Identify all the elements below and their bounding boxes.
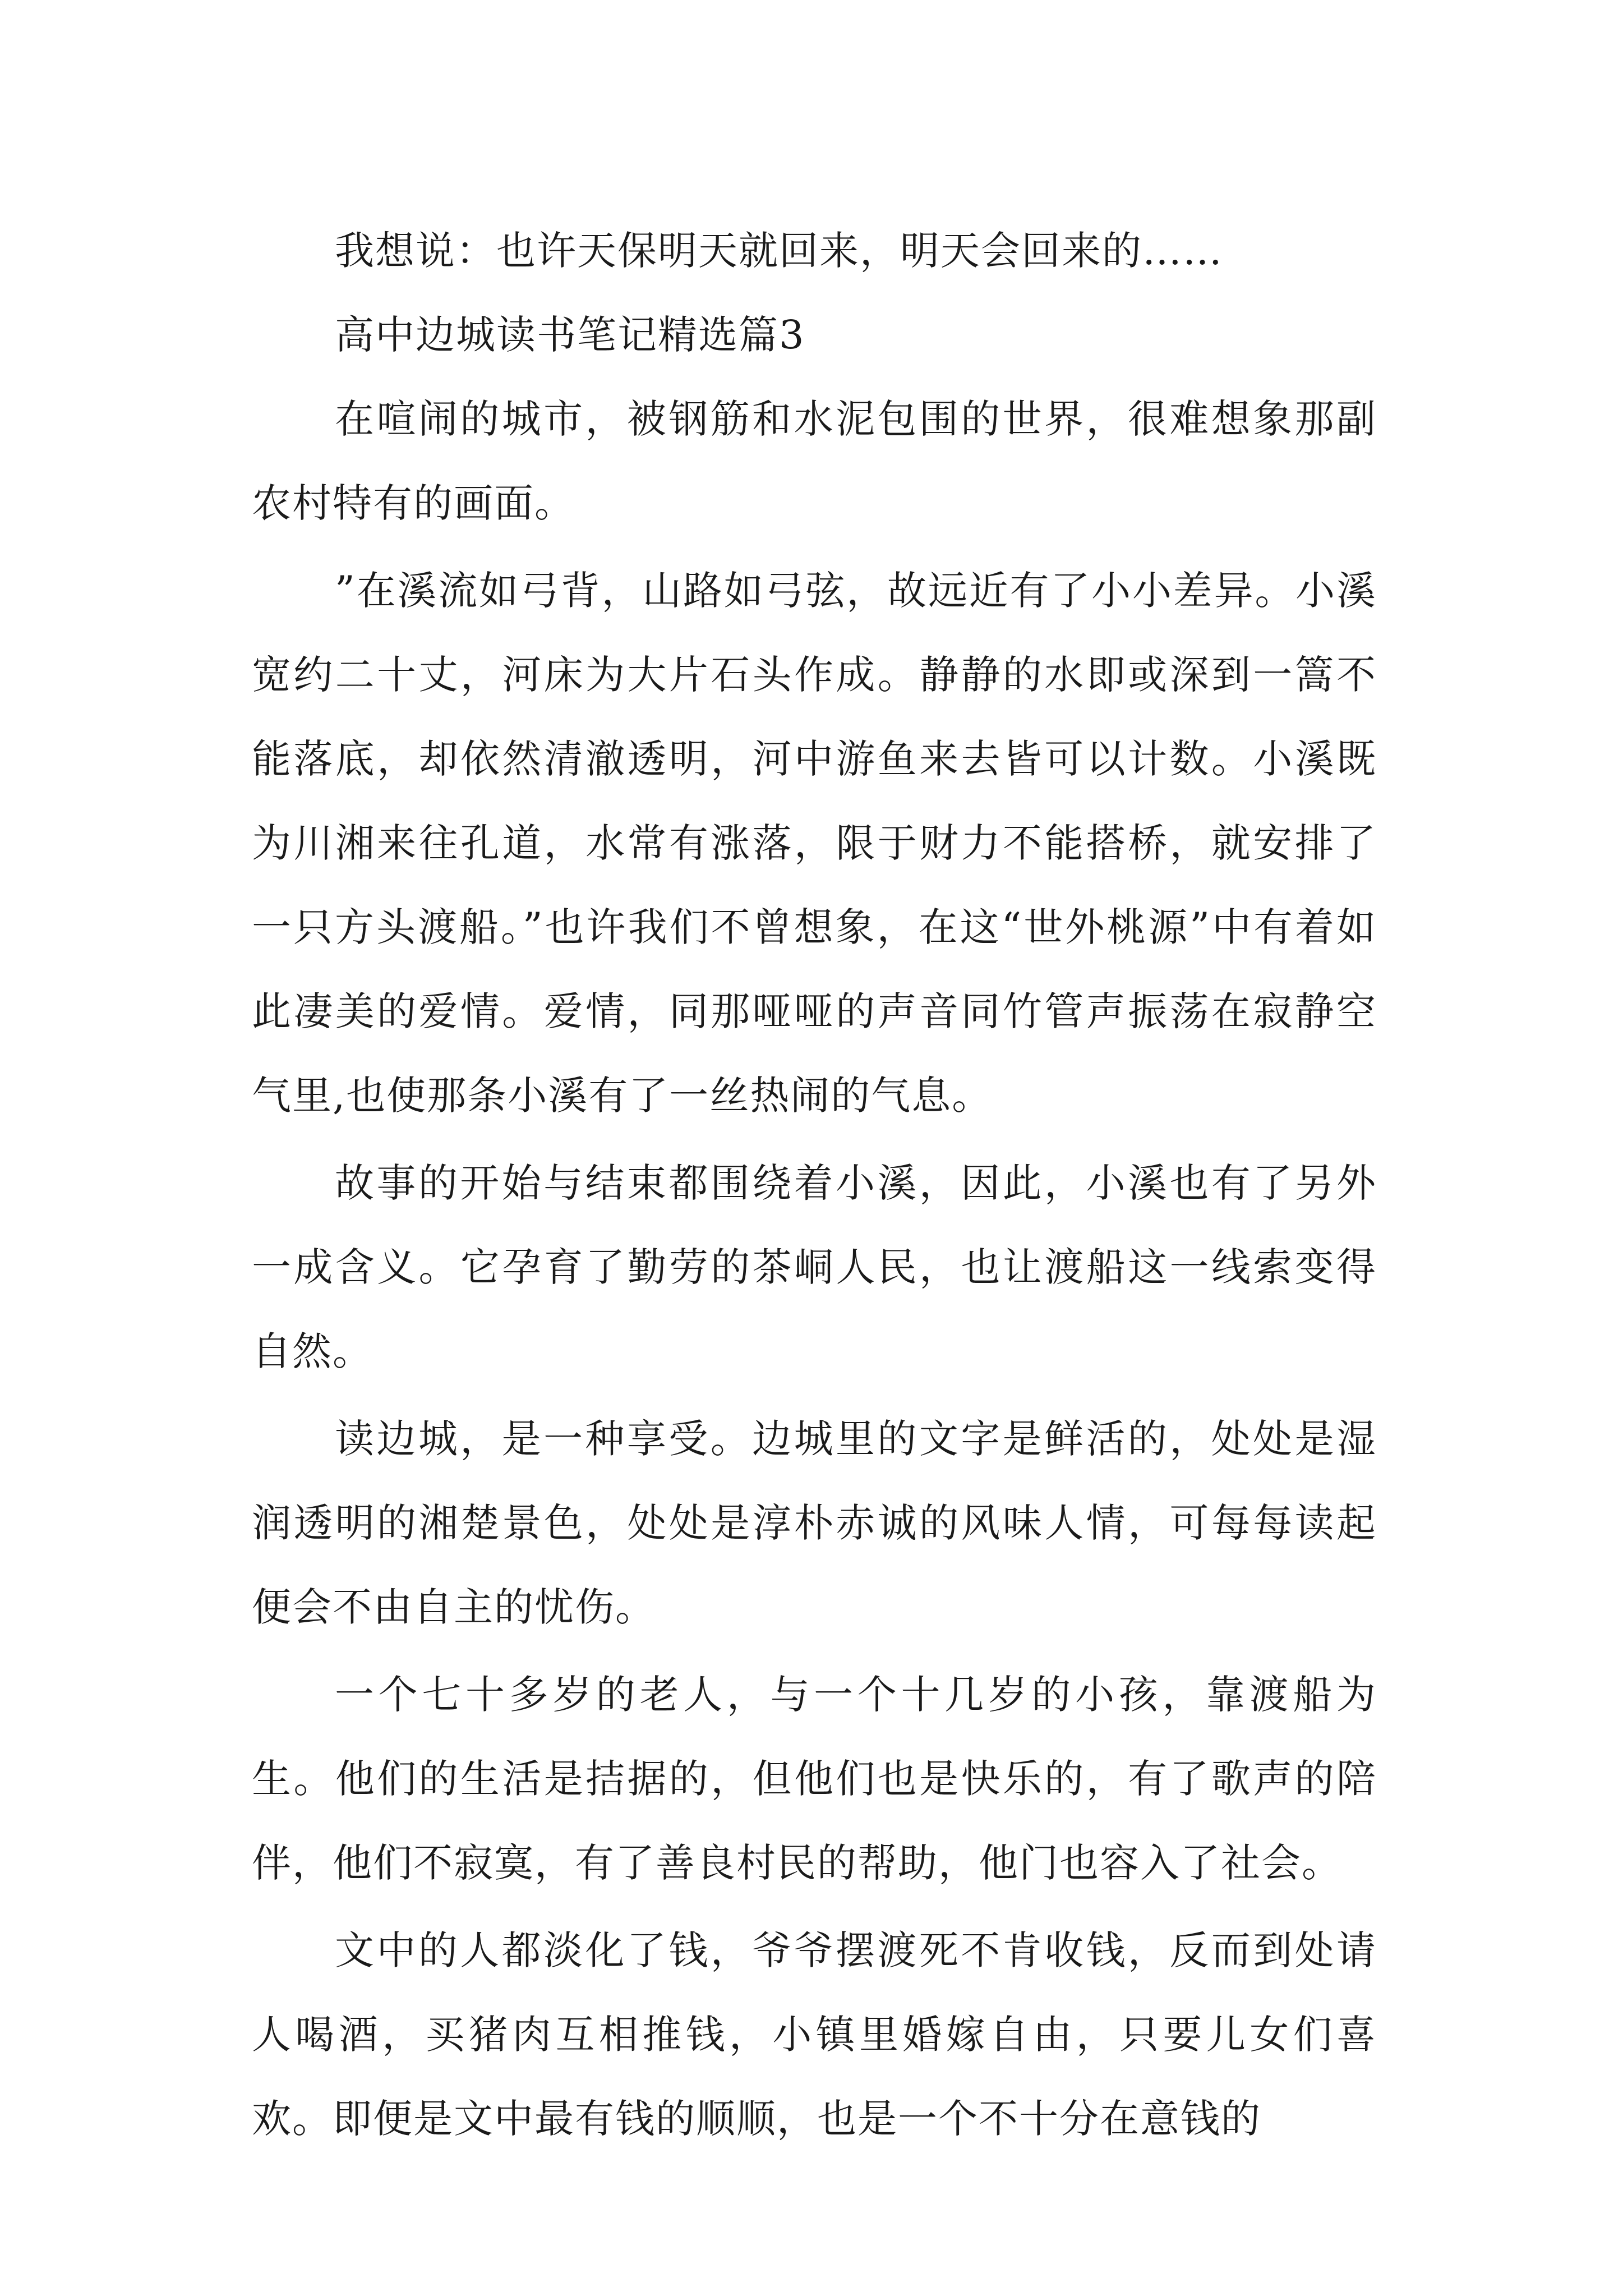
paragraph-money: 文中的人都淡化了钱，爷爷摆渡死不肯收钱，反而到处请人喝酒，买猪肉互相推钱，小镇里婚嫁自由，只要儿女们喜欢。即便是文中最有钱的顺顺，也是一个不十分在意钱的 xyxy=(252,1927,1377,2142)
document-body xyxy=(252,209,1377,2161)
paragraph-quote: ”在溪流如弓背，山路如弓弦，故远近有了小小差异。小溪宽约二十丈，河床为大片石头作成。静静的水即或深到一篙不能落底，却依然清澈透明，河中游鱼来去皆可以计数。小溪既为川湘来往孔道，水常有涨落，限于财力不能搭桥，就安排了一只方头渡船。”也许我们不曾想象，在这“世外桃源”中有着如此凄美的爱情。爱情，同那哑哑的声音同竹管声振荡在寂静空气里,也使那条小溪有了一丝热闹的气息。 xyxy=(252,568,1377,1119)
paragraph-intro: 在喧闹的城市，被钢筋和水泥包围的世界，很难想象那副农村特有的画面。 xyxy=(252,396,1377,526)
paragraph-story: 故事的开始与结束都围绕着小溪，因此，小溪也有了另外一成含义。它孕育了勤劳的茶峒人民，也让渡船这一线索变得自然。 xyxy=(252,1160,1377,1374)
paragraph-closing-line: 我想说：也许天保明天就回来，明天会回来的…… xyxy=(335,228,1223,274)
paragraph-characters: 一个七十多岁的老人，与一个十几岁的小孩，靠渡船为生。他们的生活是拮据的，但他们也是快乐的，有了歌声的陪伴，他们不寂寞，有了善良村民的帮助，他门也容入了社会。 xyxy=(252,1672,1377,1886)
section-heading: 高中边城读书笔记精选篇3 xyxy=(335,312,805,358)
paragraph-reading: 读边城，是一种享受。边城里的文字是鲜活的，处处是湿润透明的湘楚景色，处处是淳朴赤诚的风味人情，可每每读起便会不由自主的忧伤。 xyxy=(252,1416,1377,1630)
